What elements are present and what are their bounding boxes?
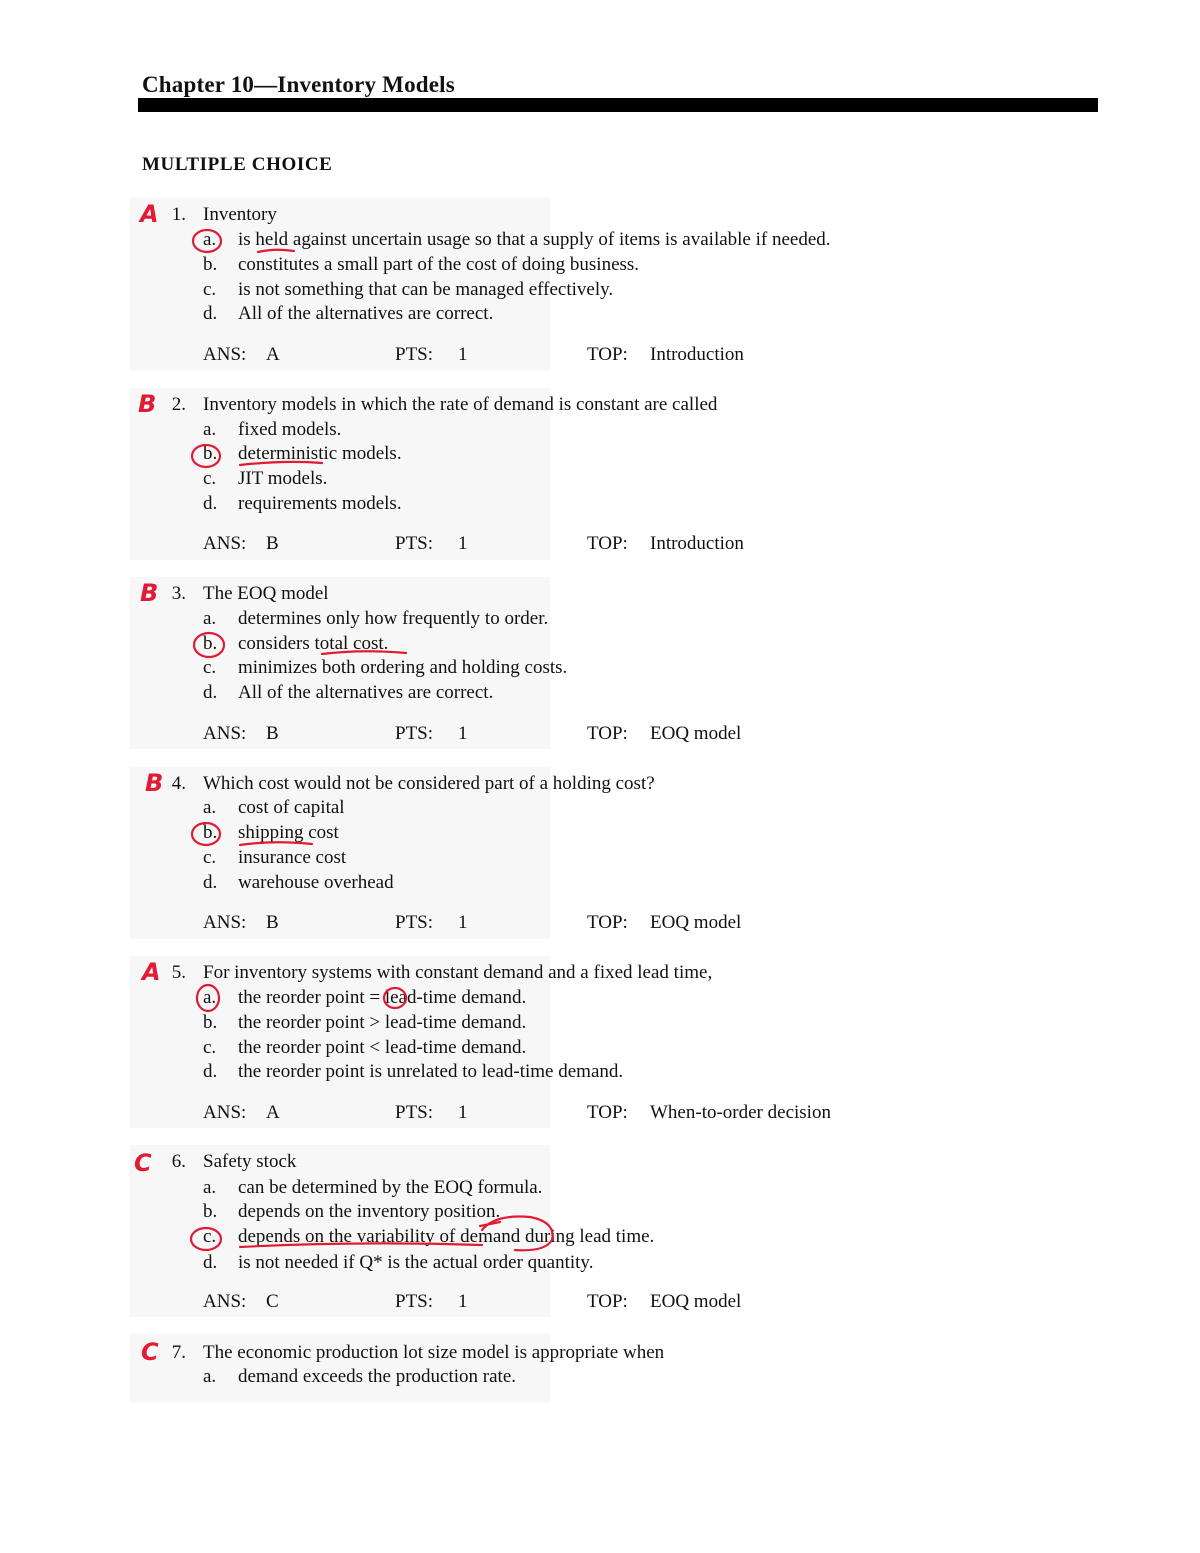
- handwritten-answer: A: [142, 958, 161, 986]
- question-text: The EOQ model: [203, 583, 329, 604]
- question-text: For inventory systems with constant demand and a fixed lead time,: [203, 962, 713, 983]
- topic-label: TOP:: [587, 912, 628, 933]
- option-text: deterministic models.: [238, 443, 402, 464]
- handwritten-answer: A: [140, 200, 159, 228]
- handwritten-answer: B: [140, 579, 159, 607]
- pts-label: PTS:: [395, 344, 434, 365]
- option-text: minimizes both ordering and holding costs.: [238, 657, 568, 678]
- ans-value: C: [266, 1291, 279, 1312]
- option-text: demand exceeds the production rate.: [238, 1366, 517, 1387]
- option-letter: d.: [203, 493, 218, 514]
- option-letter: d.: [203, 682, 218, 703]
- option-text: insurance cost: [238, 847, 347, 868]
- page-title: Chapter 10—Inventory Models: [142, 72, 455, 97]
- topic-value: When-to-order decision: [650, 1102, 831, 1123]
- option-letter: d.: [203, 303, 218, 324]
- topic-value: EOQ model: [650, 723, 742, 744]
- topic-label: TOP:: [587, 723, 628, 744]
- option-text: is held against uncertain usage so that a supply of items is available if needed.: [238, 229, 831, 250]
- question-text: Safety stock: [203, 1151, 297, 1172]
- option-letter: c.: [203, 657, 217, 678]
- option-letter: a.: [203, 987, 217, 1008]
- option-letter: c.: [203, 1226, 217, 1247]
- section-title: MULTIPLE CHOICE: [142, 154, 333, 175]
- title-rule: [138, 98, 1098, 112]
- pts-label: PTS:: [395, 1102, 434, 1123]
- ans-value: B: [266, 912, 279, 933]
- option-text: warehouse overhead: [238, 872, 394, 893]
- option-text: depends on the inventory position.: [238, 1201, 501, 1222]
- pts-value: 1: [458, 344, 468, 365]
- ans-label: ANS:: [203, 1102, 247, 1123]
- option-text: shipping cost: [238, 822, 339, 843]
- option-letter: b.: [203, 633, 218, 654]
- option-text: All of the alternatives are correct.: [238, 303, 494, 324]
- topic-label: TOP:: [587, 1291, 628, 1312]
- question-number: 1.: [171, 204, 186, 225]
- option-text: JIT models.: [238, 468, 328, 489]
- handwritten-answer: B: [138, 390, 157, 418]
- option-text: the reorder point < lead-time demand.: [238, 1037, 527, 1058]
- option-letter: b.: [203, 254, 218, 275]
- option-text: requirements models.: [238, 493, 402, 514]
- pts-label: PTS:: [395, 1291, 434, 1312]
- option-letter: c.: [203, 468, 217, 489]
- option-letter: a.: [203, 1366, 217, 1387]
- option-letter: d.: [203, 872, 218, 893]
- option-text: is not needed if Q* is the actual order quantity.: [238, 1252, 594, 1273]
- pts-value: 1: [458, 723, 468, 744]
- pts-value: 1: [458, 1102, 468, 1123]
- option-letter: b.: [203, 822, 218, 843]
- option-letter: b.: [203, 443, 218, 464]
- option-text: the reorder point = lead-time demand.: [238, 987, 527, 1008]
- question-number: 6.: [171, 1151, 186, 1172]
- option-letter: a.: [203, 419, 217, 440]
- option-text: constitutes a small part of the cost of doing business.: [238, 254, 640, 275]
- topic-label: TOP:: [587, 344, 628, 365]
- option-text: determines only how frequently to order.: [238, 608, 549, 629]
- ans-value: B: [266, 533, 279, 554]
- option-letter: a.: [203, 608, 217, 629]
- option-letter: c.: [203, 1037, 217, 1058]
- question-text: Inventory models in which the rate of demand is constant are called: [203, 394, 718, 415]
- question-number: 2.: [171, 394, 186, 415]
- question-text: Inventory: [203, 204, 277, 225]
- option-text: is not something that can be managed effectively.: [238, 279, 614, 300]
- option-text: All of the alternatives are correct.: [238, 682, 494, 703]
- handwritten-answer: C: [134, 1149, 152, 1177]
- ans-label: ANS:: [203, 533, 247, 554]
- pts-label: PTS:: [395, 533, 434, 554]
- question-number: 5.: [171, 962, 186, 983]
- option-letter: c.: [203, 279, 217, 300]
- topic-value: EOQ model: [650, 912, 742, 933]
- question-number: 7.: [171, 1342, 186, 1363]
- topic-value: Introduction: [650, 344, 744, 365]
- ans-value: A: [266, 1102, 280, 1123]
- pts-value: 1: [458, 912, 468, 933]
- handwritten-answer: C: [141, 1338, 159, 1366]
- handwritten-answer: B: [145, 769, 164, 797]
- option-letter: b.: [203, 1012, 218, 1033]
- pts-value: 1: [458, 533, 468, 554]
- question-text: The economic production lot size model is appropriate when: [203, 1342, 665, 1363]
- option-letter: a.: [203, 797, 217, 818]
- option-letter: d.: [203, 1061, 218, 1082]
- topic-label: TOP:: [587, 533, 628, 554]
- ans-label: ANS:: [203, 723, 247, 744]
- ans-value: A: [266, 344, 280, 365]
- question-text: Which cost would not be considered part of a holding cost?: [203, 773, 655, 794]
- option-text: the reorder point > lead-time demand.: [238, 1012, 527, 1033]
- question-number: 4.: [171, 773, 186, 794]
- option-text: the reorder point is unrelated to lead-time demand.: [238, 1061, 624, 1082]
- topic-value: Introduction: [650, 533, 744, 554]
- ans-label: ANS:: [203, 344, 247, 365]
- option-letter: d.: [203, 1252, 218, 1273]
- option-letter: b.: [203, 1201, 218, 1222]
- pts-label: PTS:: [395, 912, 434, 933]
- option-text: fixed models.: [238, 419, 342, 440]
- option-letter: c.: [203, 847, 217, 868]
- option-text: depends on the variability of demand during lead time.: [238, 1226, 655, 1247]
- pts-label: PTS:: [395, 723, 434, 744]
- option-text: considers total cost.: [238, 633, 389, 654]
- option-letter: a.: [203, 1177, 217, 1198]
- question-number: 3.: [171, 583, 186, 604]
- topic-value: EOQ model: [650, 1291, 742, 1312]
- ans-value: B: [266, 723, 279, 744]
- option-text: can be determined by the EOQ formula.: [238, 1177, 543, 1198]
- topic-label: TOP:: [587, 1102, 628, 1123]
- pts-value: 1: [458, 1291, 468, 1312]
- option-text: cost of capital: [238, 797, 345, 818]
- ans-label: ANS:: [203, 1291, 247, 1312]
- ans-label: ANS:: [203, 912, 247, 933]
- option-letter: a.: [203, 229, 217, 250]
